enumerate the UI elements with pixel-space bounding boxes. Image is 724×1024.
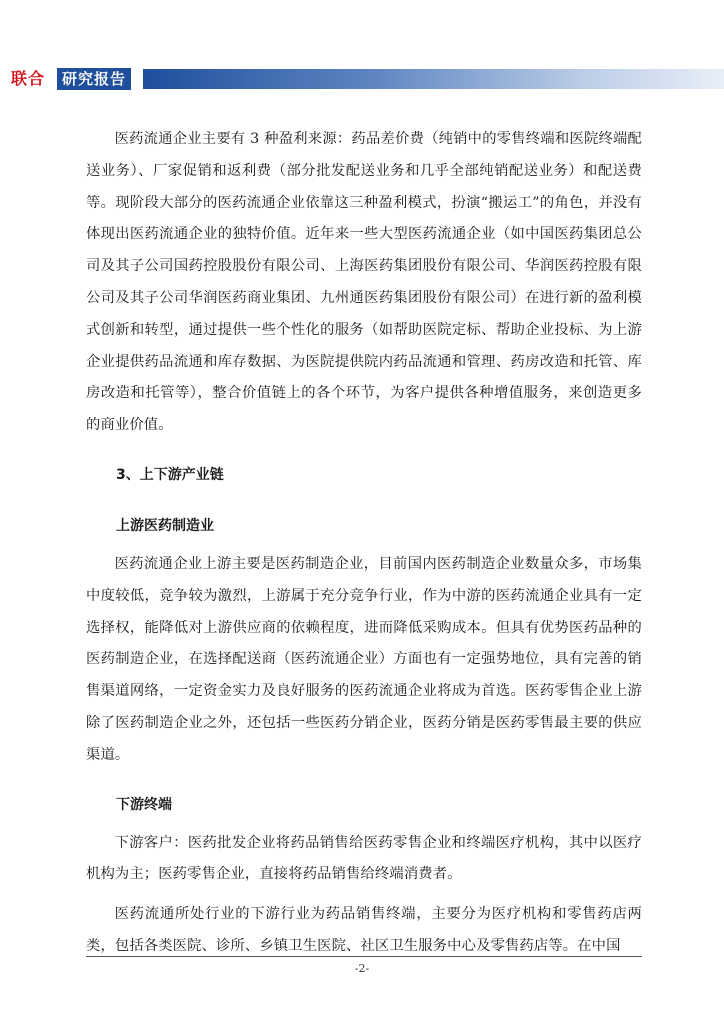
brand-name-red: 联合 [11, 69, 46, 88]
paragraph-downstream-terminals: 医药流通所处行业的下游行业为药品销售终端，主要分为医疗机构和零售药店两类，包括各类医院、诊所、乡镇卫生医院、社区卫生服务中心及零售药店等。在中国 [86, 906, 642, 954]
document-body [86, 124, 642, 963]
paragraph-upstream: 医药流通企业上游主要是医药制造企业，目前国内医药制造企业数量众多，市场集中度较低，竞争较为激烈，上游属于充分竞争行业，作为中游的医药流通企业具有一定选择权，能降低对上游供应商的依赖程度，进而降低采购成本。但具有优势医药品种的医药制造企业，在选择配送商（医药流通企业）方面也有一定强势地位，具有完善的销售渠道网络，一定资金实力及良好服务的医药流通企业将成为首选。医药零售企业上游除了医药制造企业之外，还包括一些医药分销企业，医药分销是医药零售最主要的供应渠道。 [86, 555, 642, 763]
report-header-bar [0, 66, 724, 92]
section-heading-industry-chain: 3、上下游产业链 [116, 466, 224, 483]
paragraph-profit-sources: 医药流通企业主要有 3 种盈利来源：药品差价费（纯销中的零售终端和医院终端配送业务）、厂家促销和返利费（部分批发配送业务和几乎全部纯销配送业务）和配送费等。现阶段大部分的医药流通企业依靠这三种盈利模式，扮演“搬运工”的角色，并没有体现出医药流通企业的独特价值。近年来一些大型医药流通企业（如中国医药集团总公司及其子公司国药控股股份有限公司、上海医药集团股份有限公司、华润医药控股有限公司及其子公司华润医药商业集团、九州通医药集团股份有限公司）在进行新的盈利模式创新和转型，通过提供一些个性化的服务（如帮助医院定标、帮助企业投标、为上游企业提供药品流通和库存数据、为医院提供院内药品流通和管理、药房改造和托管、库房改造和托管等），整合价值链上的各个环节，为客户提供各种增值服务，来创造更多的商业价值。 [86, 131, 642, 434]
page-number: -2- [354, 962, 370, 975]
footer-divider [86, 956, 642, 957]
brand-name-blue: 研究报告 [57, 68, 131, 90]
paragraph-downstream-customers: 下游客户：医药批发企业将药品销售给医药零售企业和终端医疗机构，其中以医疗机构为主；医药零售企业，直接将药品销售给终端消费者。 [86, 834, 642, 883]
subheading-downstream: 下游终端 [116, 796, 172, 813]
subheading-upstream: 上游医药制造业 [116, 517, 214, 534]
header-gradient-strip [143, 69, 724, 89]
